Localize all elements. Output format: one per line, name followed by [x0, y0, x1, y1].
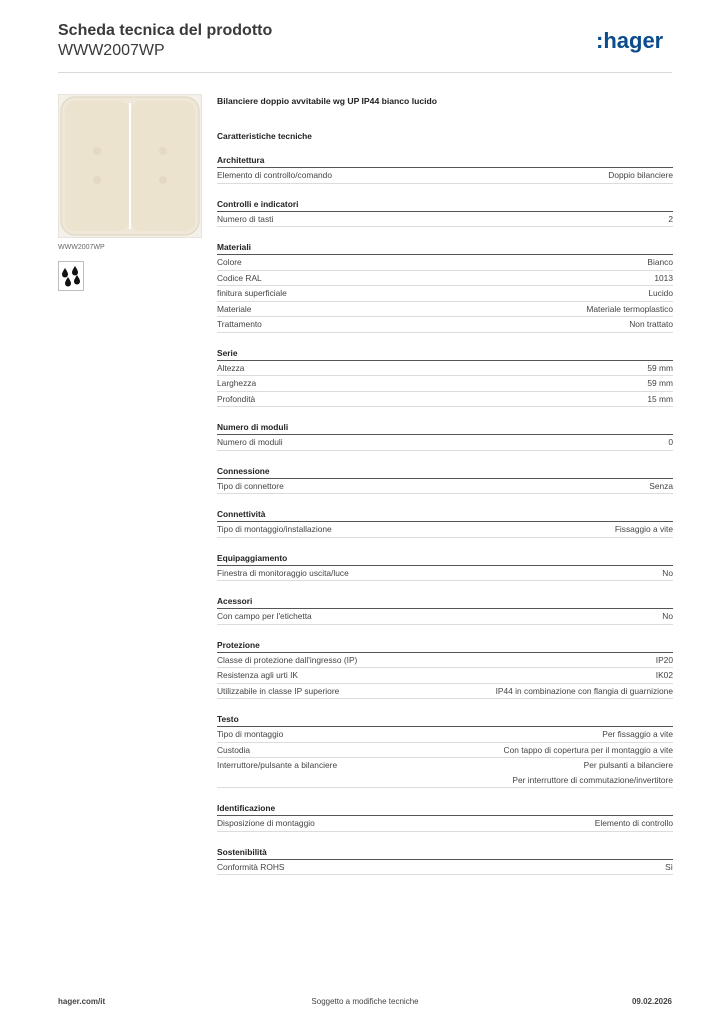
product-code: WWW2007WP — [58, 42, 165, 59]
spec-row — [217, 271, 673, 287]
spec-row — [217, 255, 673, 271]
spec-sections — [217, 154, 673, 875]
hager-logo — [596, 28, 674, 56]
spec-section — [217, 552, 673, 582]
product-image — [58, 94, 202, 238]
rocker-switch-illustration — [59, 95, 201, 237]
spec-label: Con campo per l'etichetta — [217, 611, 312, 621]
spec-value — [496, 684, 673, 699]
spec-value — [647, 392, 673, 407]
characteristics-title: Caratteristiche tecniche — [217, 131, 312, 141]
spec-label: Utilizzabile in classe IP superiore — [217, 685, 340, 696]
spec-label: finitura superficiale — [217, 288, 287, 298]
spec-value — [602, 727, 673, 742]
spec-label: Altezza — [217, 362, 245, 373]
spec-value — [647, 376, 673, 391]
spec-section — [217, 347, 673, 408]
spec-value — [668, 212, 673, 227]
spec-row — [217, 668, 673, 684]
footer-website[interactable]: hager.com/it — [58, 997, 106, 1006]
section-title: Testo — [217, 713, 673, 727]
section-title: Identificazione — [217, 802, 673, 816]
spec-value — [668, 435, 673, 450]
image-caption: WWW2007WP — [58, 244, 105, 251]
spec-label: Profondità — [217, 393, 256, 404]
spec-value — [615, 522, 673, 537]
spec-label: Trattamento — [217, 319, 262, 329]
section-title: Numero di moduli — [217, 421, 673, 435]
spec-row — [217, 392, 673, 408]
spec-value-line: IP20 — [655, 654, 673, 665]
spec-value — [512, 758, 673, 787]
section-title: Equipaggiamento — [217, 552, 673, 566]
spec-row — [217, 168, 673, 184]
spec-label: Elemento di controllo/comando — [217, 170, 332, 180]
spec-row — [217, 609, 673, 625]
spec-value — [647, 255, 673, 270]
section-title: Connettività — [217, 508, 673, 522]
page-title: Scheda tecnica del prodotto — [58, 22, 273, 39]
spec-row — [217, 566, 673, 582]
spec-section — [217, 154, 673, 184]
spec-value — [586, 302, 673, 317]
footer-date: 09.02.2026 — [631, 997, 672, 1006]
spec-value-line: Doppio bilanciere — [608, 170, 673, 180]
spec-value-line: Materiale termoplastico — [586, 303, 673, 314]
spec-label: Materiale — [217, 303, 252, 314]
spec-value-line: 0 — [668, 437, 673, 447]
spec-row — [217, 684, 673, 700]
section-title: Protezione — [217, 639, 673, 653]
spec-label: Disposizione di montaggio — [217, 818, 315, 828]
spec-label: Numero di moduli — [217, 437, 283, 447]
spec-value-line: Fissaggio a vite — [614, 524, 673, 534]
spec-label: Numero di tasti — [217, 213, 274, 224]
section-title: Serie — [217, 347, 673, 361]
spec-section — [217, 198, 673, 228]
spec-row — [217, 522, 673, 538]
spec-value — [648, 286, 673, 301]
spec-section — [217, 595, 673, 625]
spec-value-line: IP44 in combinazione con flangia di guarnizione — [495, 685, 673, 696]
spec-value — [629, 317, 673, 332]
spec-row — [217, 435, 673, 451]
spec-label: Tipo di connettore — [217, 480, 284, 491]
spec-value-line: Senza — [649, 480, 673, 491]
page-header — [58, 21, 272, 61]
spec-content — [217, 95, 673, 875]
section-title: Connessione — [217, 465, 673, 479]
spec-value-line: No — [662, 611, 673, 621]
spec-row — [217, 758, 673, 788]
spec-label: Codice RAL — [217, 272, 262, 283]
spec-section — [217, 421, 673, 451]
spec-value — [504, 743, 673, 758]
spec-section — [217, 846, 673, 876]
spec-value-line: Per fissaggio a vite — [602, 729, 673, 739]
spec-label: Tipo di montaggio/installazione — [217, 524, 332, 534]
spec-row — [217, 317, 673, 333]
spec-value-line: 59 mm — [647, 378, 673, 388]
spec-section — [217, 713, 673, 788]
spec-row — [217, 302, 673, 318]
spec-row — [217, 479, 673, 495]
section-title: Architettura — [217, 154, 673, 168]
spec-value — [665, 860, 673, 875]
spec-row — [217, 212, 673, 228]
spec-section — [217, 639, 673, 700]
spec-value — [595, 816, 673, 831]
spec-label: Finestra di monitoraggio uscita/luce — [217, 567, 349, 578]
spec-row — [217, 361, 673, 377]
spec-label: Interruttore/pulsante a bilanciere — [217, 760, 338, 770]
spec-value-line: Per interruttore di commutazione/invertitore — [512, 774, 673, 785]
spec-section — [217, 802, 673, 832]
spec-row — [217, 376, 673, 392]
spec-label: Custodia — [217, 744, 251, 755]
spec-row — [217, 860, 673, 876]
spec-row — [217, 816, 673, 832]
spec-value — [608, 168, 673, 183]
spec-row — [217, 743, 673, 759]
spec-value-line: 15 mm — [647, 393, 673, 404]
spec-label: Colore — [217, 257, 242, 267]
spec-value-line: 59 mm — [647, 362, 673, 373]
spec-value-line: IK02 — [655, 670, 673, 680]
footer-note: Soggetto a modifiche tecniche — [311, 997, 419, 1006]
spec-section — [217, 465, 673, 495]
spec-label: Resistenza agli urti IK — [217, 670, 298, 680]
spec-value — [662, 609, 673, 624]
spec-label: Conformità ROHS — [217, 861, 285, 872]
product-name: Bilanciere doppio avvitabile wg UP IP44 bianco lucido — [217, 96, 437, 106]
spec-value-line: 2 — [668, 213, 673, 224]
spec-value-line: Con tappo di copertura per il montaggio a vite — [503, 744, 673, 755]
spec-value — [647, 361, 673, 376]
brand-name: :hager — [596, 28, 664, 53]
water-drops-icon — [58, 261, 84, 291]
spec-value — [662, 566, 673, 581]
section-title: Materiali — [217, 241, 673, 255]
spec-value-line: Non trattato — [629, 319, 673, 329]
spec-section — [217, 241, 673, 333]
spec-label: Tipo di montaggio — [217, 729, 284, 739]
spec-value-line: No — [662, 567, 673, 578]
spec-row — [217, 727, 673, 743]
spec-value-line: Bianco — [647, 257, 673, 267]
section-title: Controlli e indicatori — [217, 198, 673, 212]
header-divider — [58, 72, 672, 73]
spec-value — [649, 479, 673, 494]
spec-value — [654, 271, 673, 286]
spec-section — [217, 508, 673, 538]
spec-value — [656, 653, 673, 668]
spec-value-line: Per pulsanti a bilanciere — [583, 760, 673, 770]
section-title: Acessori — [217, 595, 673, 609]
spec-value — [656, 668, 673, 683]
spec-value-line: 1013 — [654, 272, 673, 283]
spec-row — [217, 286, 673, 302]
spec-value-line: Lucido — [648, 288, 673, 298]
spec-label: Larghezza — [217, 378, 257, 388]
spec-value-line: Sì — [665, 861, 673, 872]
section-title: Sostenibilità — [217, 846, 673, 860]
spec-row — [217, 653, 673, 669]
spec-value-line: Elemento di controllo — [594, 818, 673, 828]
spec-label: Classe di protezione dall'ingresso (IP) — [217, 654, 358, 665]
